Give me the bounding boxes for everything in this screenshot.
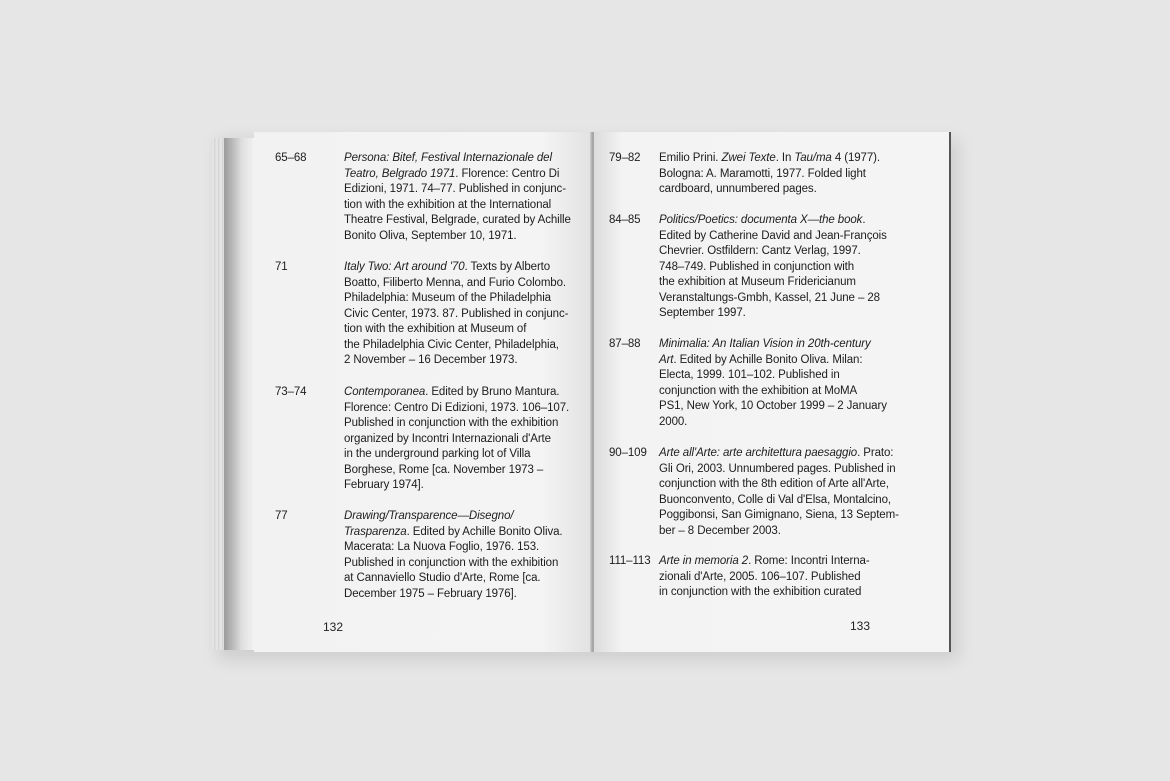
entry-line	[659, 151, 880, 167]
entry-line	[344, 540, 562, 556]
text-run: 2000.	[659, 415, 688, 428]
entry-line	[344, 198, 571, 214]
text-run: .	[862, 214, 866, 226]
page-number-right: 133	[850, 619, 871, 633]
entry-line	[659, 415, 887, 431]
italic-title-run: Arte in memoria 2	[659, 555, 749, 567]
entry-line	[659, 477, 899, 493]
entry-79-82	[609, 151, 944, 201]
entry-line	[344, 213, 571, 229]
entry-line	[659, 353, 887, 369]
entry-line	[659, 493, 899, 509]
entry-line	[344, 556, 562, 572]
entry-87-88	[609, 337, 944, 437]
entry-text	[659, 151, 880, 198]
entry-line	[659, 182, 880, 198]
entry-line	[659, 275, 887, 291]
entry-90-109	[609, 446, 944, 546]
text-run: Macerata: La Nuova Foglio, 1976. 153.	[344, 541, 540, 553]
text-run: Florence: Centro Di Edizioni, 1973. 106–107.	[344, 401, 570, 414]
entry-text	[344, 151, 571, 244]
entry-line	[659, 554, 870, 570]
entry-text	[344, 385, 569, 494]
entry-line	[659, 585, 870, 601]
text-run: . Florence: Centro Di	[455, 167, 560, 180]
entry-text	[659, 554, 870, 601]
left-page	[254, 132, 592, 652]
entry-line	[659, 213, 887, 229]
text-run: Published in conjunction with the exhibition	[344, 556, 559, 569]
text-run: ber – 8 December 2003.	[659, 524, 781, 537]
entry-line	[344, 151, 571, 167]
text-run: organized by Incontri Internazionali d'Arte	[344, 432, 551, 445]
entry-line	[344, 571, 562, 587]
text-run: 748–749. Published in conjunction with	[659, 260, 855, 273]
entry-number: 77	[275, 510, 288, 522]
text-run: Edizioni, 1971. 74–77. Published in conjunc-	[344, 183, 566, 195]
italic-title-run: Zwei Texte	[721, 152, 776, 164]
entry-line	[659, 462, 899, 478]
text-run: conjunction with the 8th edition of Arte all'Arte,	[659, 478, 889, 490]
text-run: conjunction with the exhibition at MoMA	[659, 384, 858, 397]
entry-line	[344, 322, 568, 338]
text-run: 4 (1977).	[831, 152, 880, 164]
entry-line	[344, 276, 568, 292]
entry-line	[659, 306, 887, 322]
italic-title-run: Italy Two: Art around '70	[344, 261, 465, 273]
text-run: September 1997.	[659, 307, 746, 319]
text-run: . Edited by Achille Bonito Oliva.	[406, 525, 563, 538]
page-edges-inner	[224, 138, 254, 650]
text-run: PS1, New York, 10 October 1999 – 2 January	[659, 400, 887, 412]
entry-line	[344, 463, 569, 479]
text-run: . Prato:	[857, 447, 894, 459]
entry-line	[344, 525, 562, 541]
entry-line	[659, 570, 870, 586]
italic-title-run: Tau/ma	[794, 152, 832, 164]
text-run: 2 November – 16 December 1973.	[344, 354, 518, 366]
entry-line	[344, 416, 569, 432]
entry-line	[344, 307, 568, 323]
entry-line	[344, 432, 569, 448]
italic-title-run: Minimalia: An Italian Vision in 20th-century	[659, 338, 871, 350]
text-run: Borghese, Rome [ca. November 1973 –	[344, 463, 544, 476]
text-run: Chevrier. Ostfildern: Cantz Verlag, 1997.	[659, 245, 861, 257]
entry-65-68	[275, 151, 585, 251]
text-run: Philadelphia: Museum of the Philadelphia	[344, 292, 551, 304]
text-run: in conjunction with the exhibition curated	[659, 586, 862, 598]
entry-84-85	[609, 213, 944, 328]
italic-title-run: Persona: Bitef, Festival Internazionale del	[344, 152, 552, 164]
entry-number: 71	[275, 261, 288, 273]
text-run: the Philadelphia Civic Center, Philadelphia,	[344, 338, 559, 351]
text-run: Civic Center, 1973. 87. Published in conjunc-	[344, 307, 569, 320]
text-run: . Rome: Incontri Interna-	[748, 555, 870, 567]
entry-line	[344, 587, 562, 603]
text-run: Electa, 1999. 101–102. Published in	[659, 369, 840, 381]
text-run: Theatre Festival, Belgrade, curated by Achille	[344, 214, 571, 226]
text-run: zionali d'Arte, 2005. 106–107. Published	[659, 570, 861, 583]
entry-number: 73–74	[275, 386, 307, 398]
text-run: December 1975 – February 1976].	[344, 587, 517, 600]
entry-line	[659, 260, 887, 276]
right-page	[594, 132, 951, 652]
text-run: . Edited by Achille Bonito Oliva. Milan:	[673, 353, 863, 366]
text-run: Edited by Catherine David and Jean-François	[659, 229, 887, 242]
entry-line	[659, 229, 887, 245]
italic-title-run: Politics/Poetics: documenta X—the book	[659, 214, 863, 226]
entry-line	[344, 291, 568, 307]
italic-title-run: Teatro, Belgrado 1971	[344, 167, 456, 180]
text-run: cardboard, unnumbered pages.	[659, 183, 817, 195]
entry-line	[659, 244, 887, 260]
italic-title-run: Arte all'Arte: arte architettura paesaggio	[659, 447, 858, 459]
entry-73-74	[275, 385, 585, 500]
entry-text	[344, 509, 562, 602]
entry-line	[659, 524, 899, 540]
entry-number: 84–85	[609, 214, 641, 226]
text-run: . Texts by Alberto	[464, 261, 551, 273]
entry-line	[344, 167, 571, 183]
text-run: . In	[775, 152, 795, 164]
text-run: Bonito Oliva, September 10, 1971.	[344, 229, 517, 242]
entry-number: 90–109	[609, 447, 647, 459]
text-run: tion with the exhibition at the International	[344, 198, 552, 211]
text-run: Veranstaltungs-Gmbh, Kassel, 21 June – 28	[659, 291, 880, 304]
entry-line	[344, 385, 569, 401]
entry-line	[659, 167, 880, 183]
entry-number: 87–88	[609, 338, 641, 350]
text-run: tion with the exhibition at Museum of	[344, 323, 527, 335]
entry-line	[659, 384, 887, 400]
entry-text	[344, 260, 568, 369]
text-run: . Edited by Bruno Mantura.	[425, 386, 560, 398]
italic-title-run: Drawing/Transparence—Disegno/	[344, 510, 514, 522]
italic-title-run: Contemporanea	[344, 386, 426, 398]
entry-111-113	[609, 554, 944, 604]
entry-number: 111–113	[609, 555, 651, 567]
entry-line	[659, 337, 887, 353]
text-run: at Cannaviello Studio d'Arte, Rome [ca.	[344, 572, 541, 584]
entry-line	[344, 478, 569, 494]
entry-line	[659, 399, 887, 415]
entry-number: 79–82	[609, 152, 641, 164]
italic-title-run: Trasparenza	[344, 525, 407, 538]
entry-line	[344, 401, 569, 417]
entry-line	[344, 182, 571, 198]
entry-text	[659, 337, 887, 430]
entry-line	[344, 509, 562, 525]
italic-title-run: Art	[659, 353, 674, 366]
entry-text	[659, 213, 887, 322]
entry-77	[275, 509, 585, 609]
entry-line	[344, 353, 568, 369]
entry-71	[275, 260, 585, 375]
entry-line	[659, 446, 899, 462]
text-run: in the underground parking lot of Villa	[344, 448, 531, 460]
entry-line	[659, 368, 887, 384]
text-run: the exhibition at Museum Fridericianum	[659, 276, 856, 288]
text-run: Bologna: A. Maramotti, 1977. Folded light	[659, 167, 866, 180]
text-run: Gli Ori, 2003. Unnumbered pages. Published in	[659, 462, 896, 475]
text-run: Boatto, Filiberto Menna, and Furio Colombo.	[344, 276, 566, 289]
entry-line	[659, 291, 887, 307]
text-run: Emilio Prini.	[659, 152, 722, 164]
entry-line	[344, 229, 571, 245]
entry-line	[344, 260, 568, 276]
page-number-left: 132	[323, 620, 344, 634]
text-run: Poggibonsi, San Gimignano, Siena, 13 Septem-	[659, 509, 899, 521]
text-run: Buonconvento, Colle di Val d'Elsa, Montalcino,	[659, 493, 891, 506]
entry-text	[659, 446, 899, 539]
entry-line	[344, 338, 568, 354]
entry-number: 65–68	[275, 152, 307, 164]
text-run: February 1974].	[344, 479, 424, 491]
entry-line	[659, 508, 899, 524]
text-run: Published in conjunction with the exhibition	[344, 417, 559, 429]
entry-line	[344, 447, 569, 463]
